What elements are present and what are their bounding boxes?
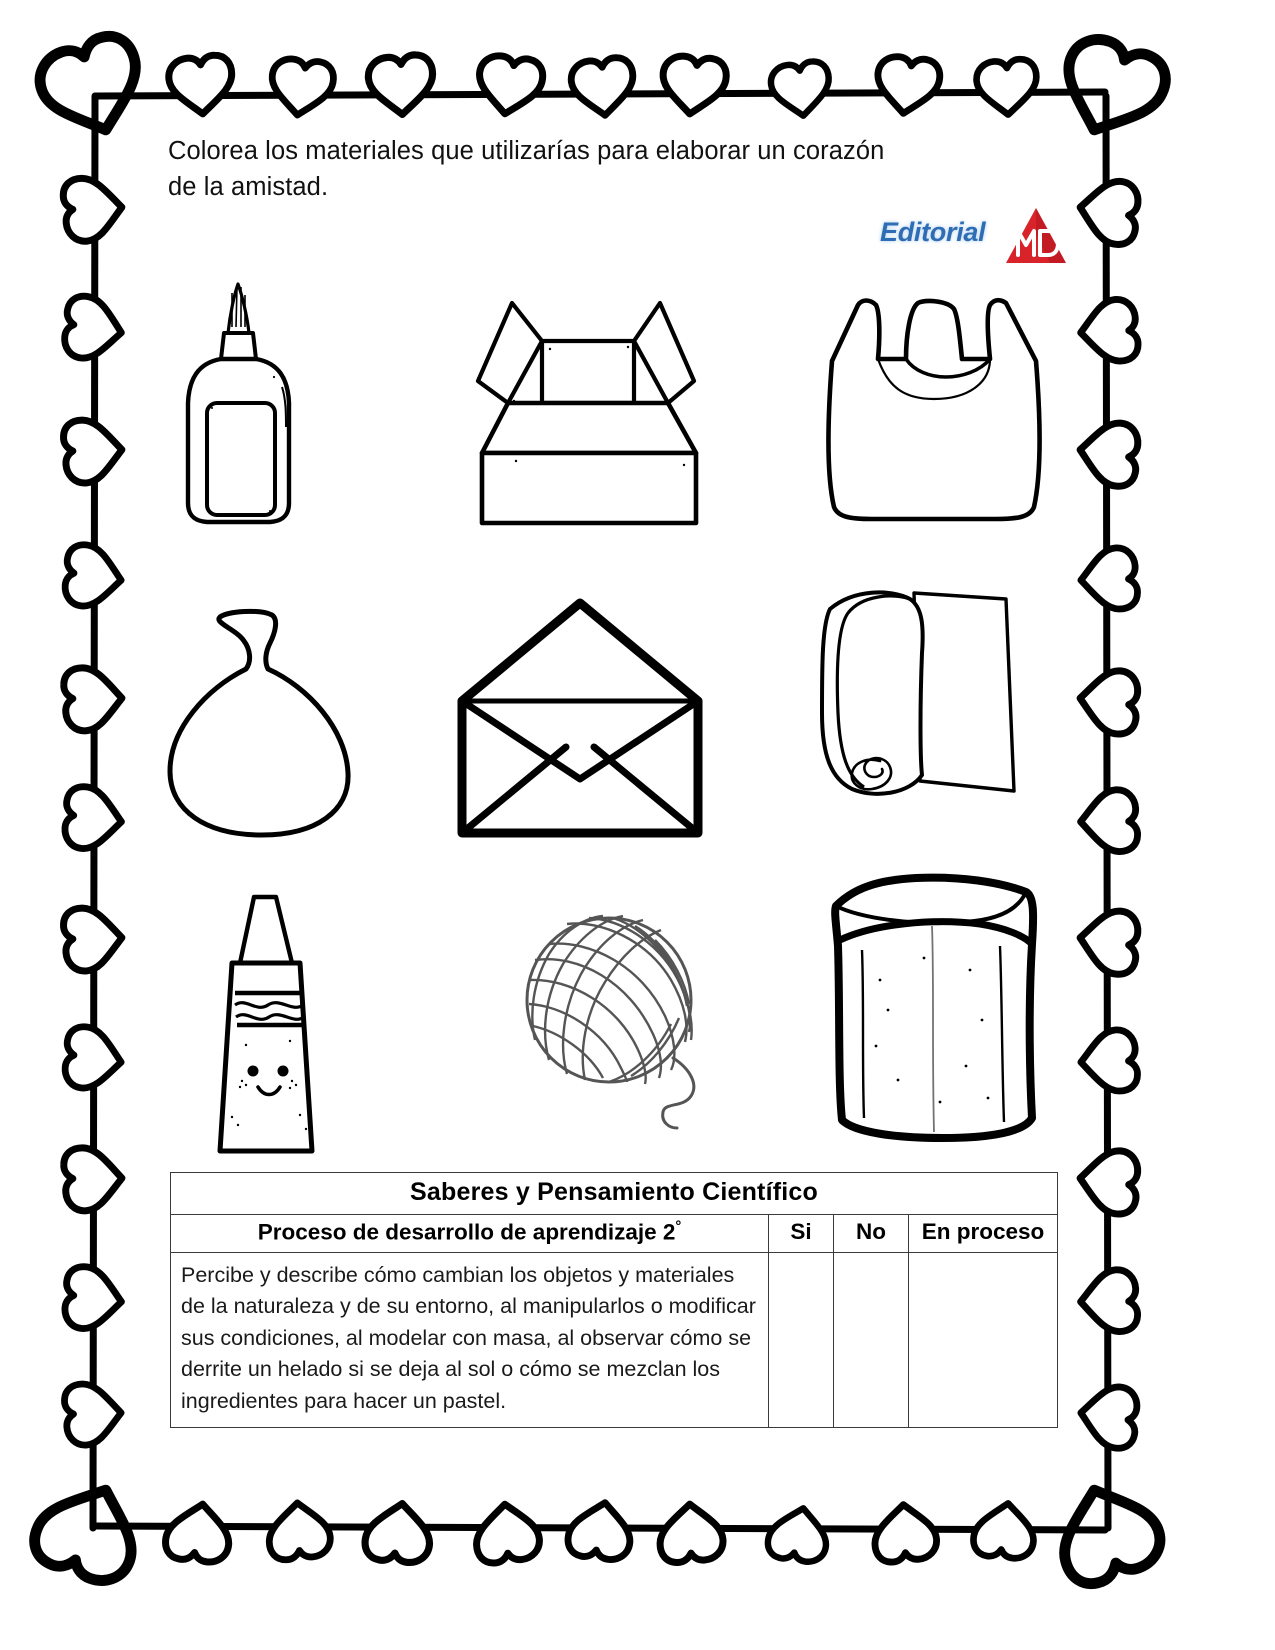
border-heart-right-7 bbox=[1077, 908, 1139, 976]
material-cardboard-box[interactable] bbox=[438, 285, 738, 525]
column-header-proceso bbox=[171, 1215, 769, 1253]
border-heart-right-10 bbox=[1079, 1269, 1139, 1335]
border-string-left bbox=[93, 96, 95, 1528]
border-heart-left-3 bbox=[62, 417, 124, 485]
corner-heart-bottom-right bbox=[1046, 1474, 1168, 1591]
border-string-right bbox=[1106, 96, 1108, 1528]
border-heart-right-5 bbox=[1078, 668, 1139, 735]
border-heart-bottom-3 bbox=[364, 1501, 433, 1565]
border-heart-left-6 bbox=[63, 786, 123, 852]
border-heart-top-1 bbox=[167, 54, 236, 117]
material-yarn-ball[interactable] bbox=[505, 900, 745, 1130]
border-heart-left-4 bbox=[63, 543, 124, 609]
corner-heart-bottom-left bbox=[27, 1473, 149, 1590]
materials-grid bbox=[120, 275, 1070, 1165]
border-heart-bottom-8 bbox=[871, 1502, 938, 1564]
border-heart-bottom-1 bbox=[164, 1501, 233, 1564]
border-heart-right-1 bbox=[1077, 177, 1140, 246]
editorial-md-logo bbox=[880, 205, 1070, 267]
row-criterion-text: Percibe y describe cómo cambian los objetos y materiales de la naturaleza y de su entorno, al manipularlos o modificar sus condiciones, al modelar con masa, al observar cómo se derrite un helado si se deja al sol o cómo se mezclan los ingredientes para hacer un pastel. bbox=[171, 1252, 769, 1428]
material-plastic-bag[interactable] bbox=[810, 295, 1060, 525]
paper-bag-icon bbox=[820, 870, 1070, 1150]
table-title-row bbox=[171, 1173, 1058, 1215]
table-row bbox=[171, 1252, 1058, 1428]
border-heart-top-2 bbox=[268, 57, 335, 119]
instruction-line-2: de la amistad. bbox=[168, 173, 329, 202]
border-heart-right-11 bbox=[1078, 1384, 1139, 1450]
border-heart-left-8 bbox=[63, 1025, 124, 1091]
border-string-bottom bbox=[96, 1526, 1105, 1530]
border-heart-left-11 bbox=[63, 1381, 124, 1447]
border-heart-right-4 bbox=[1078, 546, 1139, 612]
border-heart-right-9 bbox=[1078, 1148, 1139, 1215]
border-heart-right-8 bbox=[1078, 1028, 1139, 1094]
border-heart-right-6 bbox=[1079, 789, 1139, 855]
border-heart-left-7 bbox=[62, 905, 124, 973]
column-header-no: No bbox=[834, 1215, 909, 1253]
border-heart-bottom-5 bbox=[566, 1499, 634, 1562]
corner-heart-top-right bbox=[1051, 31, 1173, 148]
yarn-ball-icon bbox=[505, 900, 745, 1130]
crayon-icon bbox=[180, 885, 340, 1165]
paper-roll-icon bbox=[810, 585, 1040, 815]
cloth-sack-icon bbox=[140, 595, 380, 845]
corner-heart-top-left bbox=[32, 29, 154, 146]
column-header-si: Si bbox=[769, 1215, 834, 1253]
row-checkbox-no[interactable] bbox=[834, 1252, 909, 1428]
border-heart-bottom-2 bbox=[265, 1500, 332, 1562]
border-heart-left-2 bbox=[63, 295, 125, 362]
glue-bottle-icon bbox=[150, 275, 335, 535]
border-string-top bbox=[96, 92, 1105, 96]
column-header-proceso-label: Proceso de desarrollo de aprendizaje 2 bbox=[257, 1219, 676, 1245]
border-heart-right-2 bbox=[1078, 298, 1140, 365]
md-triangle-icon bbox=[1002, 205, 1070, 267]
material-cloth-sack[interactable] bbox=[140, 595, 380, 845]
border-heart-top-8 bbox=[874, 55, 941, 117]
border-heart-top-7 bbox=[769, 59, 834, 119]
instruction-line-1: Colorea los materiales que utilizarías para elaborar un corazón bbox=[168, 137, 885, 165]
cardboard-box-icon bbox=[438, 285, 738, 525]
material-crayon[interactable] bbox=[180, 885, 340, 1165]
border-heart-right-3 bbox=[1077, 420, 1139, 488]
material-glue-bottle[interactable] bbox=[150, 275, 335, 535]
border-heart-bottom-6 bbox=[657, 1501, 725, 1563]
table-header-row bbox=[171, 1215, 1058, 1253]
border-heart-left-1 bbox=[62, 174, 125, 243]
material-envelope[interactable] bbox=[450, 597, 710, 847]
border-heart-left-10 bbox=[63, 1266, 123, 1332]
border-heart-top-4 bbox=[475, 53, 545, 117]
material-paper-bag[interactable] bbox=[820, 870, 1070, 1150]
border-heart-top-3 bbox=[367, 53, 436, 117]
column-header-en-proceso: En proceso bbox=[909, 1215, 1058, 1253]
row-checkbox-en-proceso[interactable] bbox=[909, 1252, 1058, 1428]
border-heart-top-5 bbox=[569, 56, 637, 119]
logo-wordmark: Editorial bbox=[880, 217, 986, 247]
border-heart-top-9 bbox=[975, 58, 1039, 117]
border-heart-top-6 bbox=[660, 54, 728, 116]
border-heart-bottom-4 bbox=[472, 1501, 542, 1565]
border-heart-bottom-9 bbox=[972, 1501, 1036, 1560]
table-title: Saberes y Pensamiento Científico bbox=[171, 1173, 1058, 1215]
envelope-icon bbox=[450, 597, 710, 847]
material-paper-roll[interactable] bbox=[810, 585, 1040, 815]
column-header-proceso-superscript: ° bbox=[675, 1219, 682, 1235]
border-heart-bottom-7 bbox=[766, 1504, 831, 1564]
border-heart-left-5 bbox=[63, 665, 124, 732]
row-checkbox-si[interactable] bbox=[769, 1252, 834, 1428]
border-heart-left-9 bbox=[63, 1145, 124, 1212]
plastic-bag-icon bbox=[810, 295, 1060, 525]
assessment-table bbox=[170, 1172, 1058, 1428]
instruction-text bbox=[168, 133, 1038, 205]
